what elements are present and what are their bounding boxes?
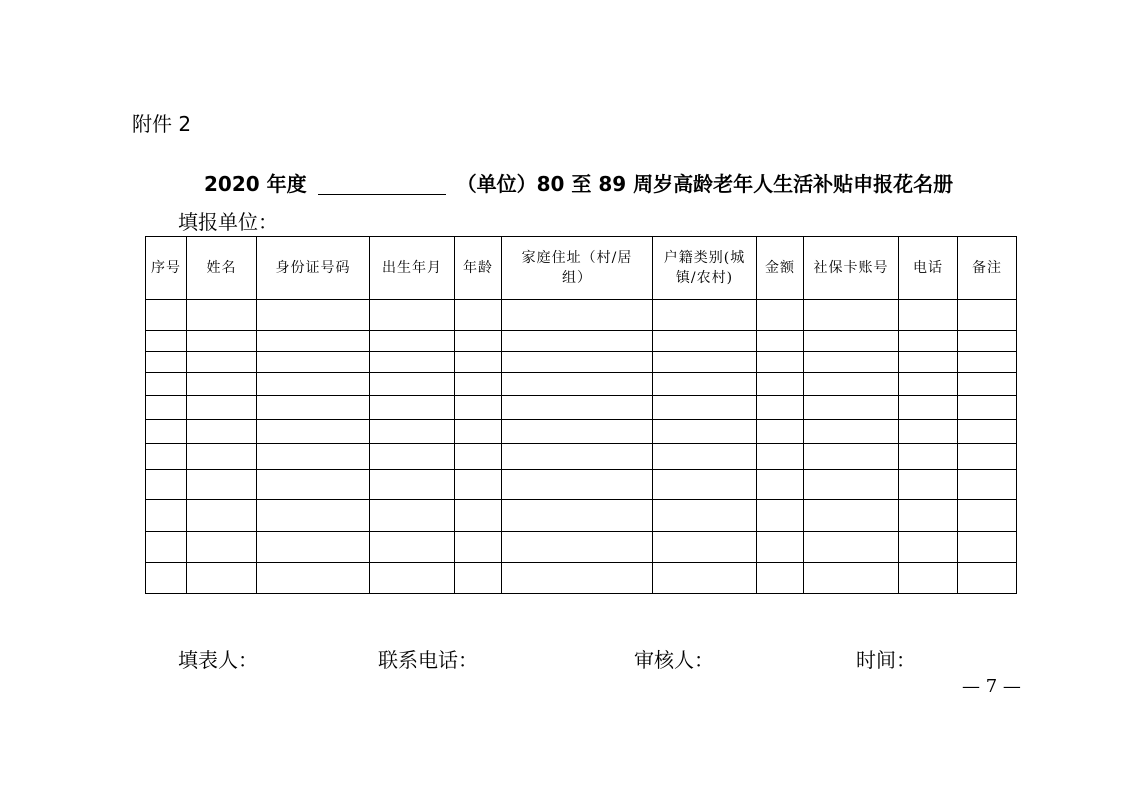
table-cell[interactable]: [187, 373, 257, 396]
table-cell[interactable]: [899, 300, 958, 331]
table-cell[interactable]: [187, 352, 257, 373]
table-cell[interactable]: [958, 373, 1017, 396]
table-cell[interactable]: [502, 444, 653, 470]
table-cell[interactable]: [257, 352, 370, 373]
table-cell[interactable]: [502, 331, 653, 352]
table-cell[interactable]: [370, 331, 455, 352]
header-phone: 电话: [899, 237, 958, 300]
header-age: 年龄: [455, 237, 502, 300]
header-address: 家庭住址（村/居组）: [502, 237, 653, 300]
footer-reviewer-label: 审核人：: [634, 648, 714, 672]
table-row: [146, 352, 1017, 373]
table-cell[interactable]: [502, 352, 653, 373]
table-row: [146, 420, 1017, 444]
header-birth-date: 出生年月: [370, 237, 455, 300]
table-cell[interactable]: [257, 373, 370, 396]
table-cell[interactable]: [757, 420, 804, 444]
table-cell[interactable]: [653, 532, 757, 563]
header-id-number: 身份证号码: [257, 237, 370, 300]
footer-time-label: 时间：: [856, 648, 916, 672]
table-cell[interactable]: [502, 300, 653, 331]
table-cell[interactable]: [899, 420, 958, 444]
table-cell[interactable]: [146, 300, 187, 331]
table-cell[interactable]: [187, 396, 257, 420]
table-cell[interactable]: [455, 352, 502, 373]
footer-phone-label: 联系电话：: [378, 648, 478, 672]
table-cell[interactable]: [804, 444, 899, 470]
table-cell[interactable]: [757, 444, 804, 470]
page-number: — 7 —: [962, 676, 1021, 697]
table-cell[interactable]: [804, 373, 899, 396]
table-cell[interactable]: [370, 500, 455, 532]
table-cell[interactable]: [257, 300, 370, 331]
table-cell[interactable]: [653, 500, 757, 532]
table-cell[interactable]: [146, 352, 187, 373]
table-cell[interactable]: [958, 300, 1017, 331]
table-cell[interactable]: [804, 396, 899, 420]
table-row: [146, 563, 1017, 594]
table-cell[interactable]: [958, 563, 1017, 594]
table-cell[interactable]: [958, 352, 1017, 373]
table-body: [146, 300, 1017, 594]
table-row: [146, 331, 1017, 352]
table-cell[interactable]: [502, 563, 653, 594]
title-rest: （单位）80 至 89 周岁高龄老年人生活补贴申报花名册: [456, 172, 954, 196]
table-header-row: [146, 237, 1017, 300]
table-cell[interactable]: [804, 500, 899, 532]
table-cell[interactable]: [502, 532, 653, 563]
table-cell[interactable]: [653, 331, 757, 352]
table-cell[interactable]: [653, 563, 757, 594]
table-cell[interactable]: [757, 470, 804, 500]
table-cell[interactable]: [146, 373, 187, 396]
table-cell[interactable]: [187, 500, 257, 532]
table-cell[interactable]: [146, 470, 187, 500]
table-row: [146, 470, 1017, 500]
table-cell[interactable]: [455, 373, 502, 396]
table-cell[interactable]: [455, 444, 502, 470]
table-cell[interactable]: [370, 300, 455, 331]
table-cell[interactable]: [653, 470, 757, 500]
table-cell[interactable]: [899, 532, 958, 563]
table-row: [146, 444, 1017, 470]
table-cell[interactable]: [899, 331, 958, 352]
table-cell[interactable]: [502, 470, 653, 500]
table-cell[interactable]: [502, 373, 653, 396]
table-cell[interactable]: [958, 500, 1017, 532]
table-cell[interactable]: [899, 444, 958, 470]
table-cell[interactable]: [958, 532, 1017, 563]
table-cell[interactable]: [370, 352, 455, 373]
table-cell[interactable]: [804, 532, 899, 563]
table-cell[interactable]: [958, 444, 1017, 470]
table-cell[interactable]: [257, 532, 370, 563]
table-cell[interactable]: [757, 396, 804, 420]
table-cell[interactable]: [370, 532, 455, 563]
table-cell[interactable]: [370, 396, 455, 420]
header-name: 姓名: [187, 237, 257, 300]
table-cell[interactable]: [804, 563, 899, 594]
table-cell[interactable]: [187, 420, 257, 444]
table-cell[interactable]: [804, 352, 899, 373]
table-cell[interactable]: [653, 420, 757, 444]
table-cell[interactable]: [653, 300, 757, 331]
table-cell[interactable]: [899, 500, 958, 532]
table-cell[interactable]: [370, 420, 455, 444]
table-cell[interactable]: [257, 396, 370, 420]
table-cell[interactable]: [757, 331, 804, 352]
table-cell[interactable]: [455, 331, 502, 352]
table-cell[interactable]: [146, 396, 187, 420]
table-cell[interactable]: [757, 500, 804, 532]
table-row: [146, 532, 1017, 563]
table-cell[interactable]: [804, 300, 899, 331]
table-cell[interactable]: [187, 532, 257, 563]
table-row: [146, 300, 1017, 331]
table-cell[interactable]: [757, 300, 804, 331]
table-cell[interactable]: [146, 563, 187, 594]
table-row: [146, 396, 1017, 420]
table-cell[interactable]: [187, 444, 257, 470]
table-cell[interactable]: [958, 396, 1017, 420]
table-cell[interactable]: [958, 420, 1017, 444]
table-cell[interactable]: [653, 373, 757, 396]
table-cell[interactable]: [455, 532, 502, 563]
table-cell[interactable]: [257, 500, 370, 532]
reporting-unit-label: 填报单位：: [178, 210, 278, 234]
table-row: [146, 373, 1017, 396]
title-unit-blank: [318, 174, 446, 195]
table-cell[interactable]: [455, 470, 502, 500]
table-cell[interactable]: [455, 300, 502, 331]
table-cell[interactable]: [899, 563, 958, 594]
table-cell[interactable]: [187, 470, 257, 500]
table-cell[interactable]: [653, 444, 757, 470]
table-cell[interactable]: [257, 420, 370, 444]
table-cell[interactable]: [187, 331, 257, 352]
table-cell[interactable]: [899, 373, 958, 396]
roster-table: [145, 236, 1017, 594]
table-cell[interactable]: [804, 331, 899, 352]
table-cell[interactable]: [257, 331, 370, 352]
table-cell[interactable]: [146, 420, 187, 444]
table-cell[interactable]: [502, 420, 653, 444]
table-cell[interactable]: [257, 470, 370, 500]
document-title: [204, 168, 953, 197]
table-cell[interactable]: [455, 563, 502, 594]
table-cell[interactable]: [146, 444, 187, 470]
table-cell[interactable]: [187, 563, 257, 594]
table-cell[interactable]: [502, 396, 653, 420]
table-cell[interactable]: [257, 444, 370, 470]
table-cell[interactable]: [653, 396, 757, 420]
table-cell[interactable]: [455, 500, 502, 532]
table-cell[interactable]: [146, 532, 187, 563]
title-year: 2020 年度: [204, 172, 307, 196]
table-cell[interactable]: [899, 470, 958, 500]
footer-filler-label: 填表人：: [178, 648, 258, 672]
attachment-label: 附件 2: [132, 112, 192, 136]
table-cell[interactable]: [146, 500, 187, 532]
table-cell[interactable]: [757, 532, 804, 563]
table-cell[interactable]: [370, 563, 455, 594]
table-cell[interactable]: [146, 331, 187, 352]
table-cell[interactable]: [757, 373, 804, 396]
table-cell[interactable]: [370, 444, 455, 470]
table-cell[interactable]: [455, 396, 502, 420]
header-remarks: 备注: [958, 237, 1017, 300]
header-social-security-account: 社保卡账号: [804, 237, 899, 300]
header-serial-no: 序号: [146, 237, 187, 300]
table-cell[interactable]: [899, 396, 958, 420]
table-cell[interactable]: [804, 420, 899, 444]
table-cell[interactable]: [757, 563, 804, 594]
table-cell[interactable]: [187, 300, 257, 331]
table-cell[interactable]: [257, 563, 370, 594]
table-cell[interactable]: [370, 373, 455, 396]
table-cell[interactable]: [958, 331, 1017, 352]
table-cell[interactable]: [757, 352, 804, 373]
table-cell[interactable]: [653, 352, 757, 373]
header-household-type: 户籍类别(城镇/农村): [653, 237, 757, 300]
table-cell[interactable]: [455, 420, 502, 444]
table-cell[interactable]: [899, 352, 958, 373]
header-amount: 金额: [757, 237, 804, 300]
table-row: [146, 500, 1017, 532]
table-cell[interactable]: [804, 470, 899, 500]
table-cell[interactable]: [502, 500, 653, 532]
table-cell[interactable]: [958, 470, 1017, 500]
table-cell[interactable]: [370, 470, 455, 500]
